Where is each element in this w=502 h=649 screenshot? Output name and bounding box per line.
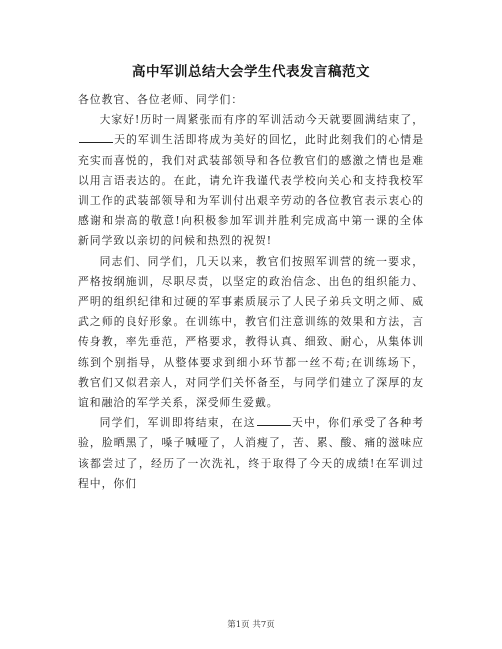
document-title: 高中军训总结大会学生代表发言稿范文: [132, 64, 370, 80]
page-footer: 第1页 共7页: [227, 620, 275, 630]
salutation: 各位教官、各位老师、同学们：: [78, 93, 244, 106]
paragraph-3: [78, 413, 424, 494]
paragraph-3-part-b: 天中，你们承受了各种考验，脸晒黑了，嗓子喊哑了，人消瘦了，苦、累、酸、痛的滋味应该都尝过了，经历了一次洗礼，终于取得了今天的成绩!在军训过程中，你们: [78, 416, 425, 490]
paragraph-1-part-a: 大家好!历时一周紧张而有序的军训活动今天就要圆满结束了，: [99, 113, 424, 127]
paragraph-3-part-a: 同学们，军训即将结束，在这: [99, 416, 256, 430]
fill-in-blank: [79, 132, 113, 143]
paragraph-2: 同志们、同学们，几天以来，教官们按照军训营的统一要求，严格按纲施训，尽职尽责，以坚定的政治信念、出色的组织能力、严明的组织纪律和过硬的军事素质展示了人民子弟兵文明之师、威武之师的良好形象。在训练中，教官们注意训练的效果和方法，言传身教，率先垂范，严格要求，教得认真、细致、耐心，从集体训练到个别指导，从整体要求到细小环节都一丝不苟;在训练场下，教官们又似君亲人，对同学们关怀备至，与同学们建立了深厚的友谊和融洽的军学关系，深受师生爱戴。: [78, 254, 424, 410]
fill-in-blank: [257, 415, 291, 426]
document-body: [78, 90, 424, 494]
paragraph-1: [78, 110, 424, 251]
paragraph-1-part-b: 天的军训生活即将成为美好的回忆，此时此刻我们的心情是充实而喜悦的，我们对武装部领导和各位教官们的感激之情也是难以用言语表达的。在此，请允许我谨代表学校向关心和支持我校军训工作的武装部领导和为军训付出艰辛劳动的各位教官表示衷心的感谢和崇高的敬意!向积极参加军训并胜利完成高中第一课的全体新同学致以亲切的问候和热烈的祝贺!: [78, 133, 424, 248]
